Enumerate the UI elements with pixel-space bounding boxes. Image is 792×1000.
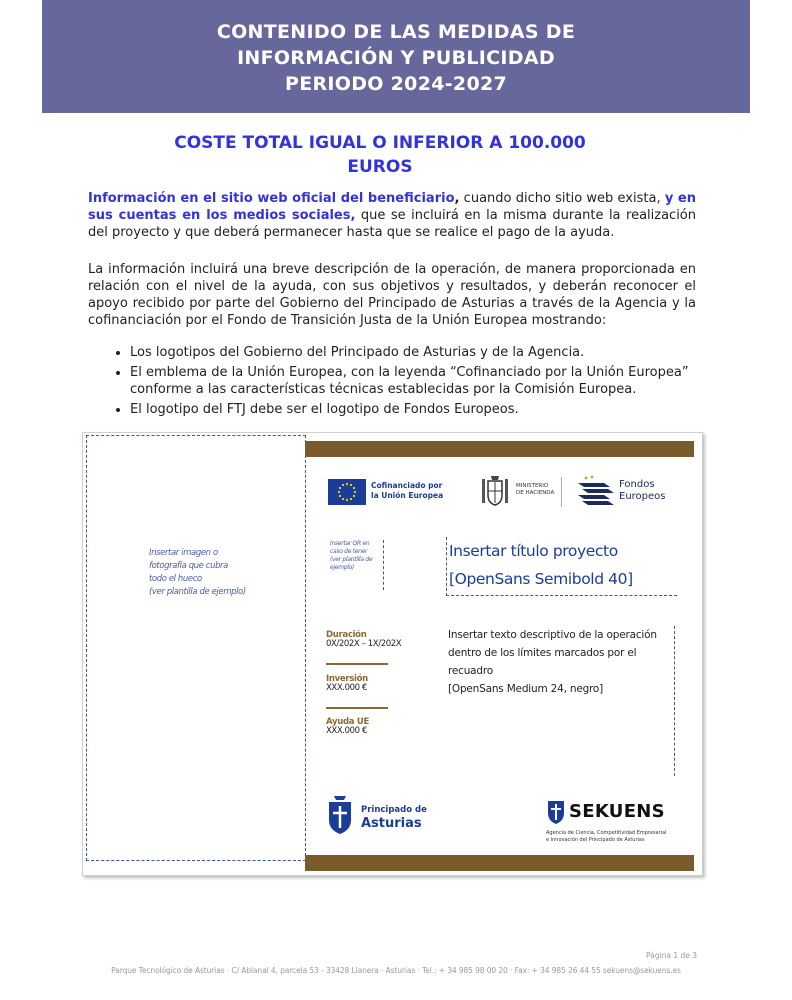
intro-paragraph [88, 190, 696, 241]
subtitle-line-2: EUROS [347, 157, 413, 177]
ministry-label-line: DE HACIENDA [516, 490, 555, 496]
duration-value: 0X/202X – 1X/202X [326, 639, 402, 649]
aid-value: XXX.000 € [326, 726, 367, 736]
header-title-line-3: PERIODO 2024-2027 [284, 73, 508, 95]
asturias-label-line: Asturias [361, 816, 422, 831]
header-title-line-1: CONTENIDO DE LAS MEDIDAS DE [216, 21, 576, 43]
qr-placeholder-box [330, 540, 384, 590]
section-subtitle [80, 131, 680, 179]
description-line: dentro de los límites marcados por el [448, 647, 637, 659]
asturias-shield-icon [327, 795, 353, 835]
list-item: • El logotipo del FTJ debe ser el logotipo de Fondos Europeos. [130, 401, 720, 418]
poster-template-image [82, 432, 703, 876]
description-box [448, 626, 675, 776]
sekuens-sub-line: Agencia de Ciencia, Competitividad Empresarial [546, 830, 667, 836]
spain-coat-of-arms-icon [479, 473, 511, 507]
page-number: Página 1 de 3 [646, 951, 698, 960]
sekuens-name: SEKUENS [569, 801, 665, 822]
eu-label-line: Cofinanciado por [371, 481, 443, 490]
fondos-europeos-label [619, 479, 666, 503]
qr-hint-text [330, 540, 383, 572]
ministry-label [516, 483, 554, 497]
duration-label: Duración [326, 630, 367, 640]
sekuens-subtitle [546, 830, 696, 844]
page-footer: Parque Tecnológico de Asturias · C/ Ablanal 4, parcela 53 - 33428 Llanera · Asturias · Tel.: + 34 985 98 00 20 · Fax: + 34 985 26 44 55 sekuens@sekuens.es [111, 966, 681, 975]
ministry-label-line: MINISTERIO [516, 483, 549, 489]
asturias-label-line: Principado de [361, 805, 427, 815]
fondos-label-line: Europeos [619, 491, 666, 502]
eu-cofinanced-label [371, 481, 451, 501]
photo-hint-text [149, 547, 269, 599]
logo-divider [561, 477, 562, 507]
meta-divider [326, 707, 388, 709]
meta-divider [326, 663, 388, 665]
intro-comma: , [454, 191, 460, 206]
list-item: • Los logotipos del Gobierno del Principado de Asturias y de la Agencia. [130, 344, 720, 361]
requirements-list [108, 344, 720, 421]
project-title-box [446, 537, 677, 596]
eu-label-line: la Unión Europea [371, 491, 444, 500]
intro-text-1: cuando dicho sitio web exista, [459, 191, 661, 206]
intro-highlight-2: y en sus cuentas en los medios sociales, [88, 191, 696, 223]
qr-hint-line: Insertar QR en [330, 540, 370, 547]
investment-label: Inversión [326, 674, 368, 684]
header-title-line-2: INFORMACIÓN Y PUBLICIDAD [237, 47, 555, 69]
description-line: recuadro [448, 665, 493, 677]
photo-hint-line: todo el hueco [149, 574, 202, 584]
aid-label: Ayuda UE [326, 717, 369, 727]
asturias-label [361, 805, 427, 831]
investment-value: XXX.000 € [326, 683, 367, 693]
photo-hint-line: Insertar imagen o [149, 548, 218, 558]
body-paragraph: La información incluirá una breve descripción de la operación, de manera proporcionada en relación con el nivel de la ayuda, con sus objetivos y resultados, y deberán reconocer el apoyo recibido por parte del Gobierno del Principado de Asturias a través de la Agencia y la cofinanciación por el Fondo de Transición Justa de la Unión Europea mostrando: [88, 262, 696, 328]
qr-hint-line: ejemplo) [330, 564, 354, 571]
qr-hint-line: (ver plantilla de [330, 556, 373, 563]
subtitle-line-1: COSTE TOTAL IGUAL O INFERIOR A 100.000 [174, 133, 586, 153]
bottom-brown-band [305, 855, 694, 871]
sekuens-sub-line: e Innovación del Principado de Asturias [546, 837, 645, 843]
description-line: [OpenSans Medium 24, negro] [448, 683, 604, 695]
sekuens-shield-icon [546, 797, 566, 825]
fondos-europeos-logo-icon [578, 475, 614, 507]
photo-placeholder-box [86, 435, 306, 861]
photo-hint-line: (ver plantilla de ejemplo) [149, 587, 246, 597]
eu-flag-icon [328, 479, 366, 505]
intro-highlight-1: Información en el sitio web oficial del beneficiario [88, 191, 455, 206]
document-header [42, 0, 750, 113]
project-title-line: Insertar título proyecto [449, 542, 618, 560]
top-brown-band [305, 441, 694, 457]
photo-hint-line: fotografía que cubra [149, 561, 228, 571]
qr-hint-line: caso de tener [330, 548, 368, 555]
fondos-label-line: Fondos [619, 479, 655, 490]
intro-text-2: que se incluirá en la misma durante la realización del proyecto y que deberá permanecer hasta que se realice el pago de la ayuda. [88, 208, 696, 240]
list-item: • El emblema de la Unión Europea, con la leyenda “Cofinanciado por la Unión Europea” conforme a las características técnicas establecidas por la Comisión Europea. [130, 364, 720, 398]
description-line: Insertar texto descriptivo de la operación [448, 629, 657, 641]
project-title-line: [OpenSans Semibold 40] [449, 570, 633, 588]
